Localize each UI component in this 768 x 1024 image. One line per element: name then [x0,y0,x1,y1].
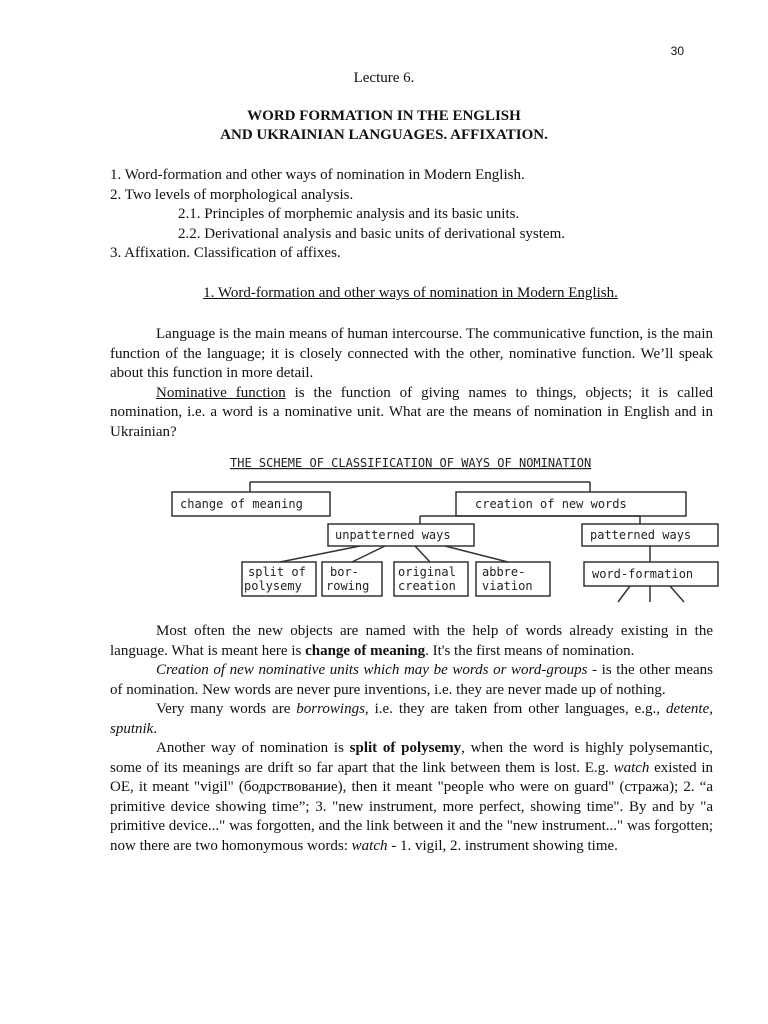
term-nominative-function: Nominative function [156,384,286,401]
toc-item-2: 2. Two levels of morphological analysis. [110,186,354,203]
label-creation-of-new-words: creation of new words [475,497,627,511]
scheme-title: THE SCHEME OF CLASSIFICATION OF WAYS OF NOMINATION [230,456,592,470]
text-run: existed in OE, it meant "vigil" (бодрствование), then it meant "people who were on guard" (стража); 2. “a primitive device showing time”; 3. "new instrument, more perfect, showing time". By and by "a primitive device..." was forgotten, and the link between it and the "new instrument..." was forgotten; now there are two homonymous words: [110,759,713,854]
text-run: - is the other means of nomination. New words are never pure inventions, i.e. they are never made up of nothing. [110,662,713,698]
text-run: - 1. vigil, 2. instrument showing time. [387,837,618,854]
intro-paragraphs [110,325,713,442]
text-run: . It's the first means of nomination. [425,642,635,659]
text-run: , i.e. they are taken from other languages, e.g., [364,701,666,717]
term-split-of-polysemy: split of polysemy [349,740,462,756]
page-number: 30 [670,44,684,58]
term-change-of-meaning: change of meaning [305,642,426,659]
page-title [0,107,768,145]
term-creation: Creation of new nominative units which may be words or word-groups [156,662,588,678]
scheme-connector [415,546,430,562]
paragraph-nominative-function [110,384,713,443]
scheme-diagram [160,452,740,612]
toc-item-1: 1. Word-formation and other ways of nomination in Modern English. [110,167,525,183]
text-run: , when the word is highly polysemantic, some of its meanings are drift so far apart that the link between them is lost. E.g. [110,740,713,776]
scheme-connector [352,546,385,562]
example-detente-sputnik: detente, sputnik [110,701,714,737]
text-run: Very many words are [156,701,297,717]
paragraph-split-of-polysemy [110,739,713,856]
label-borrowing-1: bor- [330,565,359,579]
nomination-scheme [160,452,740,612]
label-change-of-meaning: change of meaning [180,497,303,511]
label-word-formation: word-formation [592,567,694,581]
scheme-connector [280,546,360,562]
paragraph-language: Language is the main means of human intercourse. The communicative function, is the main function of the language; it is closely connected with the other, nominative function. We’ll speak about this function in more detail. [110,326,713,381]
text-run: . [153,720,158,737]
toc-item-2-1: 2.1. Principles of morphemic analysis and its basic units. [178,206,520,222]
paragraph-creation [110,661,713,700]
lecture-label: Lecture 6. [353,70,415,86]
scheme-connector [618,586,630,602]
label-unpatterned-ways: unpatterned ways [335,528,451,542]
scheme-connector [670,586,684,602]
label-original-creation-2: creation [398,579,456,593]
paragraph-change-of-meaning [110,622,713,661]
table-of-contents [110,166,565,264]
text-run: Most often the new objects are named with the help of words already existing in the language. What is meant here is [110,623,713,659]
section-heading: 1. Word-formation and other ways of nomination in Modern English. [203,285,618,301]
paragraph-nominative-rest: is the function of giving names to things, objects; it is called nomination, i.e. a word is a nominative unit. What are the means of nomination in English and in Ukrainian? [110,384,713,440]
toc-item-2-2: 2.2. Derivational analysis and basic units of derivational system. [178,225,565,242]
label-original-creation-1: original [398,565,456,579]
toc-item-3: 3. Affixation. Classification of affixes. [110,245,341,261]
example-watch: watch [613,759,650,776]
example-watch: watch [351,837,388,854]
title-line-1: WORD FORMATION IN THE ENGLISH [247,108,521,124]
label-abbreviation-2: viation [482,579,533,593]
paragraph-borrowings [110,700,713,739]
body-paragraphs [110,622,713,856]
scheme-connector [445,546,508,562]
label-patterned-ways: patterned ways [590,528,692,542]
label-split-of-polysemy-1: split of [248,565,306,579]
term-borrowings: borrowings [296,701,365,717]
label-split-of-polysemy-2: polysemy [244,579,302,593]
label-borrowing-2: rowing [326,579,370,593]
title-line-2: AND UKRAINIAN LANGUAGES. AFFIXATION. [220,127,548,143]
label-abbreviation-1: abbre- [482,565,526,579]
text-run: Another way of nomination is [156,740,350,756]
